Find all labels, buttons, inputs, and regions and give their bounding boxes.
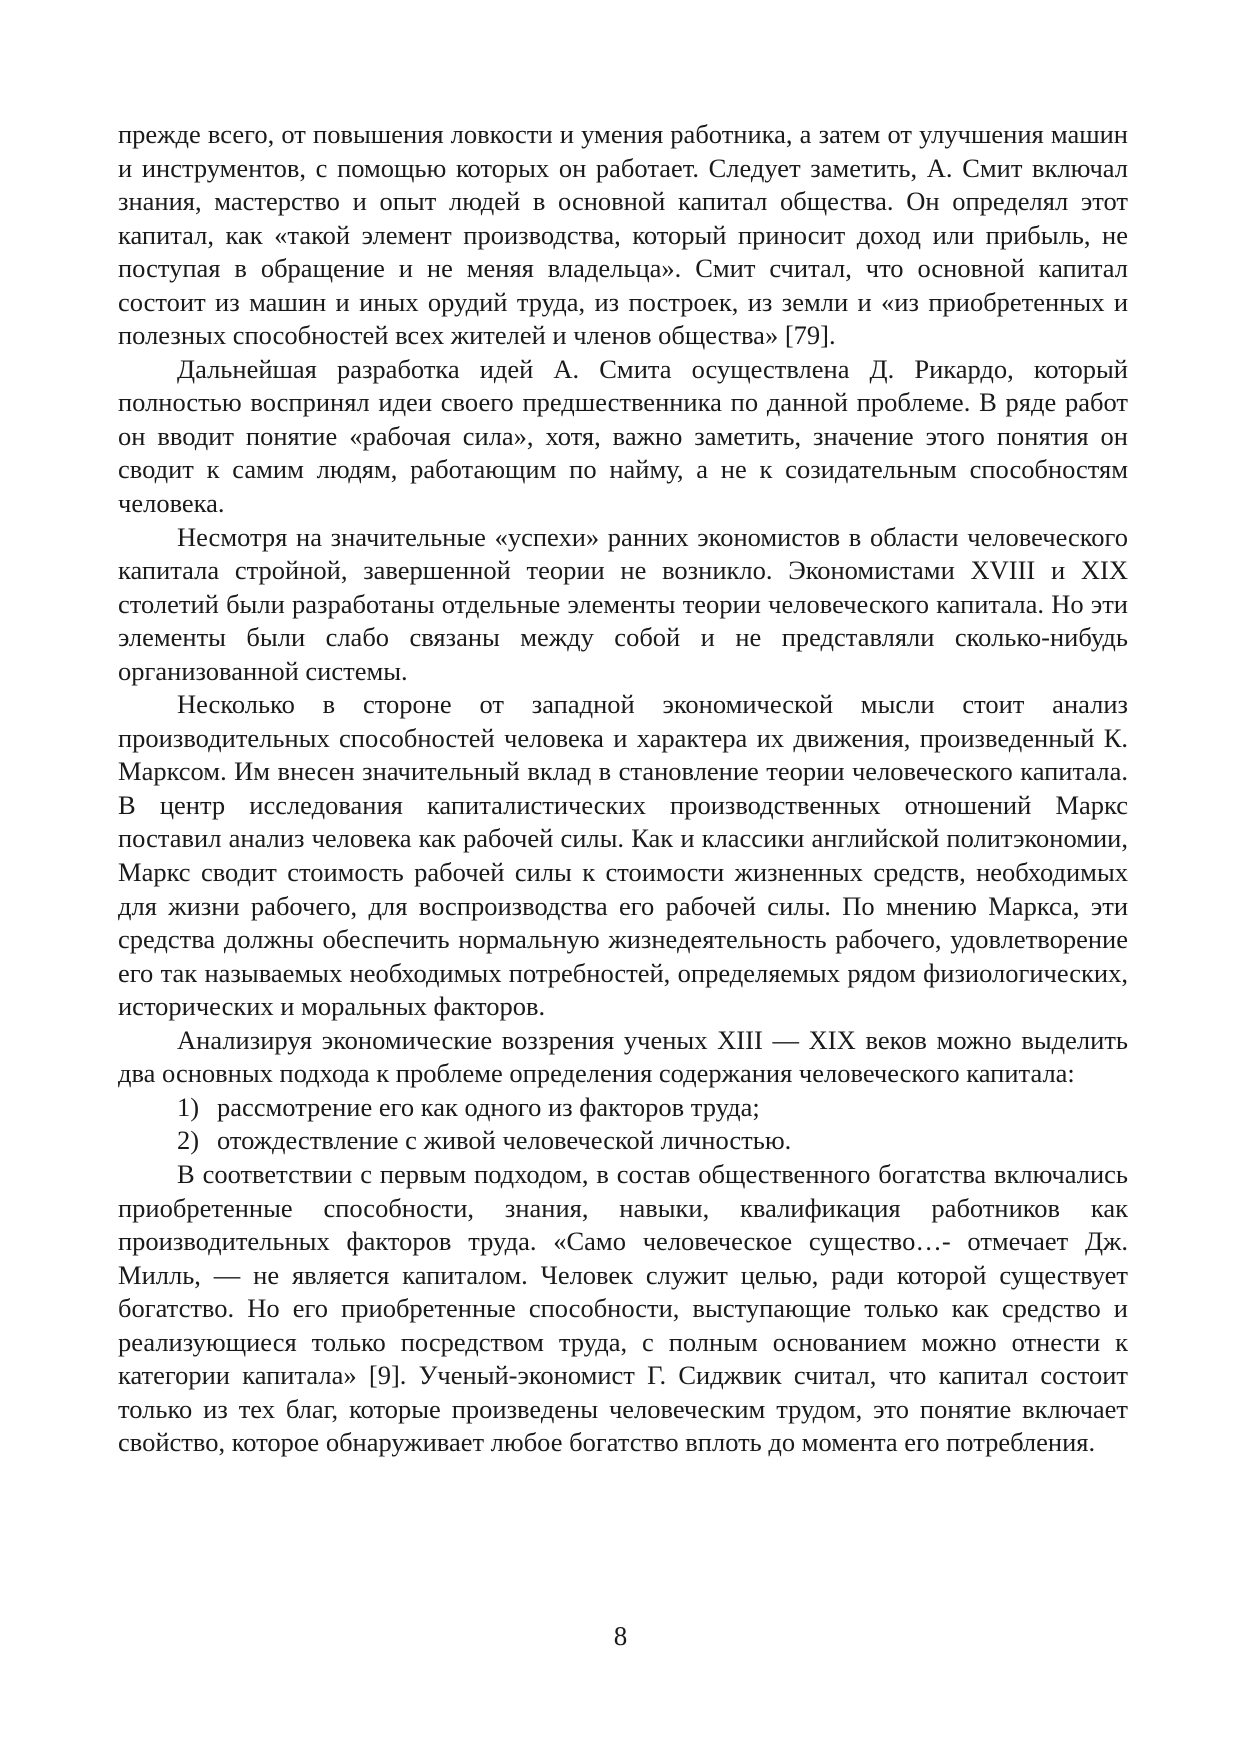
paragraph-two-approaches: Анализируя экономические воззрения ученых XIII — XIX веков можно выделить два основных подхода к проблеме определения содержания человеческого капитала: (118, 1024, 1128, 1089)
list-item-number: 2) (177, 1125, 200, 1156)
body-text (118, 118, 1128, 1460)
paragraph-smith-capital: прежде всего, от повышения ловкости и умения работника, а затем от улучшения машин и инструментов, с помощью которых он работает. Следует заметить, А. Смит включал знания, мастерство и опыт людей в основной капитал общества. Он определял этот капитал, как «такой элемент производства, который приносит доход или прибыль, не поступая в обращение и не меняя владельца». Смит считал, что основной капитал состоит из машин и иных орудий труда, из построек, из земли и «из приобретенных и полезных способностей всех жителей и членов общества» [79]. (118, 119, 1128, 351)
list-item-number: 1) (177, 1091, 200, 1122)
list-item-text: рассмотрение его как одного из факторов труда; (217, 1091, 760, 1122)
page-number: 8 (613, 1621, 628, 1651)
list-item-1 (118, 1091, 1128, 1125)
list-item-2 (118, 1124, 1128, 1158)
paragraph-marx: Несколько в стороне от западной экономической мысли стоит анализ производительных способностей человека и характера их движения, произведенный К. Марксом. Им внесен значительный вклад в становление теории человеческого капитала. В центр исследования капиталистических производственных отношений Маркс поставил анализ человека как рабочей силы. Как и классики английской политэкономии, Маркс сводит стоимость рабочей силы к стоимости жизненных средств, необходимых для жизни рабочего, для воспроизводства его рабочей силы. По мнению Маркса, эти средства должны обеспечить нормальную жизнедеятельность рабочего, удовлетворение его так называемых необходимых потребностей, определяемых рядом физиологических, исторических и моральных факторов. (118, 689, 1128, 1022)
list-item-text: отождествление с живой человеческой личностью. (217, 1125, 792, 1156)
paragraph-ricardo: Дальнейшая разработка идей А. Смита осуществлена Д. Рикардо, который полностью воспринял идеи своего предшественника по данной проблеме. В ряде работ он вводит понятие «рабочая сила», хотя, важно заметить, значение этого понятия он сводит к самим людям, работающим по найму, а не к созидательным способностям человека. (118, 353, 1128, 519)
paragraph-mill-sidgwick: В соответствии с первым подходом, в состав общественного богатства включались приобретенные способности, знания, навыки, квалификация работников как производительных факторов труда. «Само человеческое существо…- отмечает Дж. Милль, — не является капиталом. Человек служит целью, ради которой существует богатство. Но его приобретенные способности, выступающие только как средство и реализующиеся только посредством труда, с полным основанием можно отнести к категории капитала» [9]. Ученый-экономист Г. Сиджвик считал, что капитал состоит только из тех благ, которые произведены человеческим трудом, это понятие включает свойство, которое обнаруживает любое богатство вплоть до момента его потребления. (118, 1158, 1128, 1458)
paragraph-early-economists: Несмотря на значительные «успехи» ранних экономистов в области человеческого капитала стройной, завершенной теории не возникло. Экономистами XVIII и XIX столетий были разработаны отдельные элементы теории человеческого капитала. Но эти элементы были слабо связаны между собой и не представляли сколько-нибудь организованной системы. (118, 521, 1128, 686)
